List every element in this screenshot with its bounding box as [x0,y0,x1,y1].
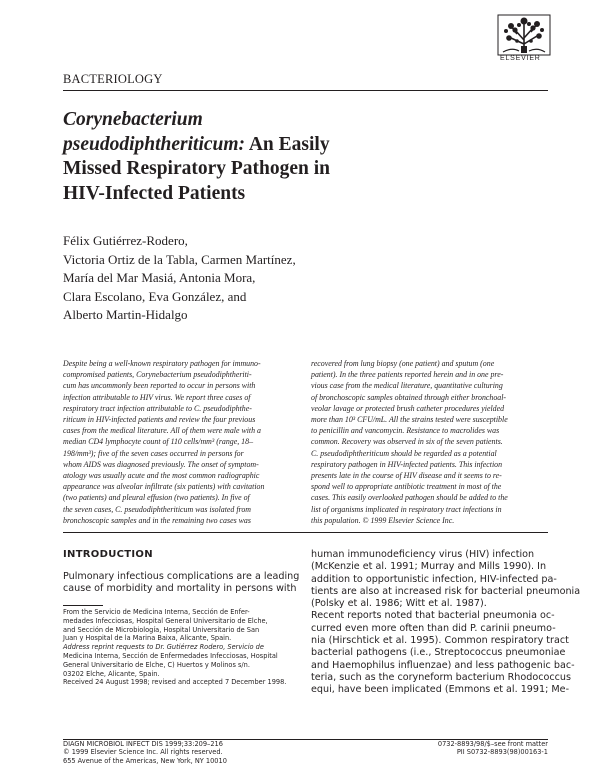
abstract-line: vious case from the medical literature, quantitative culturing [311,381,503,391]
footnote-line: Juan y Hospital de la Marina Baixa, Alicante, Spain. [63,634,232,643]
footer-line: PII S0732-8893(98)00163-1 [456,748,548,757]
body-line: teria, such as the coryneform bacterium Rhodococcus [311,671,571,683]
body-line: bacterial pathogens (i.e., Streptococcus pneumoniae [311,647,566,659]
introduction-heading: INTRODUCTION [63,549,153,560]
article-title [63,108,423,206]
intro-left-column [63,571,299,596]
abstract-line: atology was usually acute and the most common radiographic [63,471,260,481]
abstract-left-column [63,358,299,526]
header-rule [63,90,548,91]
abstract-line: common. Recovery was observed in six of the seven patients. [311,437,503,447]
publisher-logo-word: ELSEVIER [500,55,541,62]
footer-line: 0732-8893/98/$–see front matter [437,740,548,748]
abstract-line: Despite being a well-known respiratory pathogen for immuno- [63,359,261,368]
abstract-line: recovered from lung biopsy (one patient) and sputum (one [311,359,495,368]
footer-line: 655 Avenue of the Americas, New York, NY 10010 [63,756,227,765]
body-line: (McKenzie et al. 1991; Murray and Mills 1990). In [311,561,547,573]
author-line: Victoria Ortiz de la Tabla, Carmen Martínez, [63,251,296,267]
abstract-line: whom AIDS was diagnosed previously. The onset of symptom- [63,459,259,469]
abstract-line: list of organisms implicated in respiratory tract infections in [311,504,502,514]
affiliation-footnote [63,608,286,687]
abstract-line: this population. © 1999 Elsevier Science Inc. [311,515,455,525]
journal-citation [63,740,227,765]
abstract-line: patient). In the three patients reported herein and in one pre- [311,370,504,380]
abstract-line: cases. This easily overlooked pathogen should be added to the [311,493,508,503]
abstract-line: spond well to appropriate antibiotic treatment in most of the [311,482,502,492]
body-line: cause of morbidity and mortality in persons with [63,583,297,595]
footnote-line: medades Infecciosas, Hospital General Universitario de Elche, [63,616,268,625]
title-line-4: HIV-Infected Patients [63,182,246,204]
abstract-line: compromised patients, Corynebacterium pseudodiphtheriti- [63,370,252,380]
abstract-right-column [311,358,549,526]
author-line: Alberto Martin-Hidalgo [63,307,188,322]
title-line-2-rest: An Easily [245,133,330,155]
footnote-rule [63,605,103,606]
footnote-line: Address reprint requests to Dr. Gutiérrez Rodero, Servicio de [63,643,264,652]
section-label: BACTERIOLOGY [63,72,163,86]
author-line: María del Mar Masiá, Antonia Mora, [63,270,256,285]
body-line: tients are also at increased risk for bacterial pneumonia [311,585,581,597]
body-line: equi, have been implicated (Emmons et al. 1991; Me- [311,684,570,696]
abstract-line: presents late in the course of HIV disease and it seems to re- [311,471,502,481]
abstract-line: respiratory pathogen in HIV-infected patients. This infection [311,459,503,469]
title-line-2-italic: pseudodiphtheriticum: [63,133,246,155]
body-line: Pulmonary infectious complications are a leading [63,571,300,582]
abstract-line: median CD4 lymphocyte count of 110 cells/mm³ (range, 18– [63,437,254,447]
body-line: (Polsky et al. 1986; Witt et al. 1987). [311,598,487,610]
pii-identifier [420,740,548,757]
elsevier-tree-logo-icon [497,14,551,72]
abstract-rule [63,532,548,533]
abstract-line: C. pseudodiphtheriticum should be regarded as a potential [311,448,497,458]
footnote-line: 03202 Elche, Alicante, Spain. [63,669,160,678]
footnote-line: and Sección de Microbiología, Hospital Universitario de San [63,625,260,634]
abstract-line: 198/mm³); five of the seven cases occurred in persons for [63,448,244,458]
abstract-line: veolar lavage or protected brush catheter procedures yielded [311,403,505,413]
abstract-line: to penicillin and vancomycin. Resistance to macrolides was [311,426,500,436]
footnote-line: From the Servicio de Medicina Interna, Sección de Enfer- [63,608,250,616]
author-line: Clara Escolano, Eva González, and [63,288,247,304]
footnote-line: Medicina Interna, Sección de Enfermedades Infecciosas, Hospital [63,651,278,660]
abstract-line: cases from the medical literature. All of them were male with a [63,426,261,436]
body-line: and Haemophilus influenzae) and less pathogenic bac- [311,659,575,671]
author-list [63,232,296,325]
abstract-line: (two patients) and pleural effusion (two patients). In five of [63,493,250,503]
title-line-1: Corynebacterium [63,109,203,130]
abstract-line: the seven cases, C. pseudodiphtheriticum was isolated from [63,504,251,514]
body-line: Recent reports noted that bacterial pneumonia oc- [311,610,555,622]
body-line: nia (Hirschtick et al. 1995). Common respiratory tract [311,635,569,647]
footnote-line: General Universitario de Elche, C) Huertos y Molinos s/n. [63,660,250,669]
abstract-line: respiratory tract infection attributable to C. pseudodiphthe- [63,403,252,413]
abstract-line: more than 10³ CFU/mL. All the strains tested were susceptible [311,415,508,425]
intro-right-column [311,549,580,697]
body-line: addition to opportunistic infection, HIV-infected pa- [311,573,557,585]
abstract-line: appearance was alveolar infiltrate (six patients) with cavitation [63,482,265,492]
abstract-line: bronchoscopic samples and in the remaining two cases was [63,515,251,525]
abstract-line: of bronchoscopic samples obtained through either bronchoal- [311,392,507,402]
abstract-line: infection attributable to HIV virus. We report three cases of [63,392,251,402]
author-line: Félix Gutiérrez-Rodero, [63,233,188,248]
footer-line: © 1999 Elsevier Science Inc. All rights reserved. [63,748,223,757]
footnote-line: Received 24 August 1998; revised and accepted 7 December 1998. [63,678,287,687]
title-line-3: Missed Respiratory Pathogen in [63,158,331,179]
abstract-line: riticum in HIV-infected patients and review the four previous [63,415,256,425]
body-line: human immunodeficiency virus (HIV) infection [311,549,535,560]
abstract-line: cum has uncommonly been reported to occur in persons with [63,381,256,391]
footer-line: DIAGN MICROBIOL INFECT DIS 1999;33:209–216 [63,740,223,748]
body-line: curred even more often than did P. carinii pneumo- [311,622,556,634]
